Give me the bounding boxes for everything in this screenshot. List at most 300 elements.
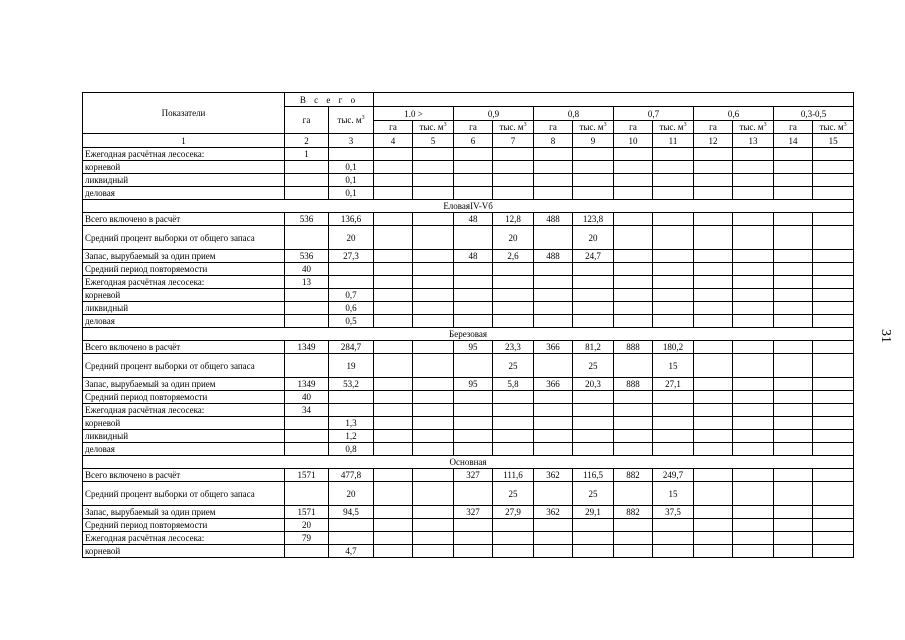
table-cell <box>813 226 854 250</box>
table-cell <box>813 315 854 328</box>
table-cell <box>653 174 694 187</box>
table-row <box>83 532 854 545</box>
table-cell: 284,7 <box>329 341 374 354</box>
table-cell <box>454 226 493 250</box>
table-cell <box>774 378 813 391</box>
table-cell <box>329 391 374 404</box>
table-cell <box>454 315 493 328</box>
table-cell <box>374 187 413 200</box>
table-cell: 888 <box>614 341 653 354</box>
column-number: 6 <box>454 134 493 148</box>
table-cell <box>534 161 573 174</box>
table-cell <box>573 174 614 187</box>
table-cell <box>694 378 733 391</box>
column-number: 15 <box>813 134 854 148</box>
table-cell <box>374 443 413 456</box>
table-cell: 123,8 <box>573 213 614 226</box>
table-cell <box>493 148 534 161</box>
subheader-volume: тыс. $м^3$ <box>493 121 534 134</box>
table-cell <box>614 532 653 545</box>
table-cell <box>413 469 454 482</box>
table-cell <box>813 276 854 289</box>
table-cell <box>573 289 614 302</box>
table-cell <box>614 187 653 200</box>
header-indicators: Показатели <box>83 93 285 134</box>
table-cell: 25 <box>573 482 614 506</box>
table-cell <box>374 174 413 187</box>
table-cell <box>493 276 534 289</box>
table-cell: 477,8 <box>329 469 374 482</box>
table-cell <box>774 506 813 519</box>
table-cell: 40 <box>285 263 329 276</box>
data-table <box>82 92 854 558</box>
table-cell <box>374 506 413 519</box>
row-label: корневой <box>83 417 285 430</box>
column-number: 8 <box>534 134 573 148</box>
table-cell <box>493 263 534 276</box>
table-cell <box>374 341 413 354</box>
table-row <box>83 276 854 289</box>
table-cell <box>733 532 774 545</box>
table-cell <box>493 161 534 174</box>
table-cell: 4,7 <box>329 545 374 558</box>
table-row <box>83 302 854 315</box>
table-cell: 95 <box>454 341 493 354</box>
table-cell <box>653 404 694 417</box>
row-label: Запас, вырубаемый за один прием <box>83 378 285 391</box>
table-cell <box>329 519 374 532</box>
table-cell <box>573 404 614 417</box>
table-cell <box>694 174 733 187</box>
table-cell <box>374 354 413 378</box>
table-cell <box>534 417 573 430</box>
table-cell: 13 <box>285 276 329 289</box>
table-cell <box>733 276 774 289</box>
table-cell <box>454 545 493 558</box>
table-cell <box>413 404 454 417</box>
subheader-ha: га <box>774 121 813 134</box>
table-cell <box>285 417 329 430</box>
row-label: ликвидный <box>83 174 285 187</box>
table-cell: 34 <box>285 404 329 417</box>
table-cell <box>454 417 493 430</box>
row-label: корневой <box>83 545 285 558</box>
table-cell <box>493 187 534 200</box>
table-cell <box>733 289 774 302</box>
table-cell: 27,9 <box>493 506 534 519</box>
table-cell: 1,3 <box>329 417 374 430</box>
table-cell <box>413 430 454 443</box>
table-row <box>83 341 854 354</box>
row-label: Запас, вырубаемый за один прием <box>83 250 285 263</box>
column-number: 5 <box>413 134 454 148</box>
table-cell <box>774 187 813 200</box>
table-cell <box>374 391 413 404</box>
table-cell <box>413 354 454 378</box>
table-cell <box>813 519 854 532</box>
table-cell <box>454 430 493 443</box>
section-row <box>83 456 854 469</box>
table-cell <box>534 430 573 443</box>
table-cell <box>733 250 774 263</box>
table-cell <box>653 443 694 456</box>
table-cell <box>694 213 733 226</box>
table-row <box>83 250 854 263</box>
table-cell <box>534 532 573 545</box>
table-cell <box>813 341 854 354</box>
header-group-5: 0,6 <box>694 107 774 121</box>
subheader-volume: тыс. $м^3$ <box>653 121 694 134</box>
table-cell <box>813 532 854 545</box>
header-group-3: 0,8 <box>534 107 614 121</box>
table-cell <box>774 469 813 482</box>
table-cell <box>573 391 614 404</box>
row-label: ликвидный <box>83 430 285 443</box>
table-cell <box>534 545 573 558</box>
table-row <box>83 289 854 302</box>
table-cell: 888 <box>614 378 653 391</box>
table-cell <box>493 417 534 430</box>
table-cell <box>813 404 854 417</box>
row-label: корневой <box>83 161 285 174</box>
table-cell <box>614 263 653 276</box>
table-cell: 79 <box>285 532 329 545</box>
table-cell <box>573 417 614 430</box>
table-cell <box>614 519 653 532</box>
table-cell <box>614 302 653 315</box>
table-cell <box>733 302 774 315</box>
table-cell <box>694 341 733 354</box>
table-cell <box>653 315 694 328</box>
table-cell: 362 <box>534 506 573 519</box>
table-cell <box>694 226 733 250</box>
subheader-ha: га <box>614 121 653 134</box>
table-cell <box>813 174 854 187</box>
row-label: корневой <box>83 289 285 302</box>
table-cell <box>573 532 614 545</box>
row-label: Средний период повторяемости <box>83 391 285 404</box>
row-label: Всего включено в расчёт <box>83 213 285 226</box>
data-table-container <box>82 92 852 558</box>
table-cell <box>774 315 813 328</box>
column-number: 14 <box>774 134 813 148</box>
table-cell <box>329 263 374 276</box>
row-label: Всего включено в расчёт <box>83 469 285 482</box>
table-cell <box>493 545 534 558</box>
table-row <box>83 519 854 532</box>
table-cell <box>413 276 454 289</box>
table-cell: 81,2 <box>573 341 614 354</box>
table-cell: 15 <box>653 354 694 378</box>
row-label: Ежегодная расчётная лесосека: <box>83 148 285 161</box>
table-cell <box>374 430 413 443</box>
table-cell: 40 <box>285 391 329 404</box>
table-cell: 536 <box>285 250 329 263</box>
table-cell: 20,3 <box>573 378 614 391</box>
table-cell <box>285 226 329 250</box>
table-cell <box>733 417 774 430</box>
table-cell <box>413 174 454 187</box>
table-cell <box>733 404 774 417</box>
table-cell: 882 <box>614 469 653 482</box>
table-cell <box>285 174 329 187</box>
table-cell <box>733 506 774 519</box>
table-cell <box>653 430 694 443</box>
table-row <box>83 187 854 200</box>
table-cell <box>813 161 854 174</box>
table-cell <box>733 545 774 558</box>
table-cell <box>534 187 573 200</box>
table-cell: 0,1 <box>329 161 374 174</box>
table-cell <box>534 519 573 532</box>
table-cell <box>413 302 454 315</box>
table-cell <box>774 174 813 187</box>
row-label: ликвидный <box>83 302 285 315</box>
table-cell <box>374 315 413 328</box>
table-cell <box>614 430 653 443</box>
table-cell <box>493 174 534 187</box>
table-cell <box>733 519 774 532</box>
table-cell <box>813 430 854 443</box>
table-cell <box>653 289 694 302</box>
column-number: 1 <box>83 134 285 148</box>
table-cell <box>653 532 694 545</box>
table-cell <box>614 443 653 456</box>
table-cell <box>413 187 454 200</box>
table-cell <box>733 226 774 250</box>
table-cell <box>774 161 813 174</box>
table-cell <box>813 417 854 430</box>
table-cell <box>374 250 413 263</box>
table-cell <box>774 532 813 545</box>
table-row <box>83 226 854 250</box>
table-cell <box>813 391 854 404</box>
column-number: 12 <box>694 134 733 148</box>
section-title: ЕловаяIV-Vб <box>83 200 854 213</box>
table-cell <box>285 187 329 200</box>
table-cell <box>733 430 774 443</box>
table-cell <box>774 226 813 250</box>
table-cell <box>733 354 774 378</box>
table-cell: 15 <box>653 482 694 506</box>
table-cell <box>454 354 493 378</box>
table-cell <box>614 545 653 558</box>
table-cell: 180,2 <box>653 341 694 354</box>
table-cell <box>573 276 614 289</box>
column-number: 7 <box>493 134 534 148</box>
table-cell: 25 <box>573 354 614 378</box>
table-cell <box>774 519 813 532</box>
table-cell <box>374 161 413 174</box>
table-cell <box>653 161 694 174</box>
table-row <box>83 148 854 161</box>
row-label: Ежегодная расчётная лесосека: <box>83 404 285 417</box>
table-cell <box>374 417 413 430</box>
table-cell: 249,7 <box>653 469 694 482</box>
table-cell: 882 <box>614 506 653 519</box>
row-label: Средний процент выборки от общего запаса <box>83 482 285 506</box>
table-cell <box>614 148 653 161</box>
table-cell <box>813 469 854 482</box>
table-cell <box>614 250 653 263</box>
table-cell <box>534 226 573 250</box>
table-cell <box>813 443 854 456</box>
table-cell <box>774 213 813 226</box>
table-cell <box>813 289 854 302</box>
table-cell: 1349 <box>285 341 329 354</box>
table-cell <box>694 391 733 404</box>
table-cell <box>733 443 774 456</box>
table-cell <box>454 391 493 404</box>
row-label: Средний процент выборки от общего запаса <box>83 354 285 378</box>
column-number: 13 <box>733 134 774 148</box>
header-group-4: 0,7 <box>614 107 694 121</box>
table-cell: 5,8 <box>493 378 534 391</box>
table-cell: 27,1 <box>653 378 694 391</box>
table-cell <box>285 354 329 378</box>
table-cell <box>534 276 573 289</box>
header-group-2: 0,9 <box>454 107 534 121</box>
table-cell <box>413 482 454 506</box>
table-cell <box>454 263 493 276</box>
table-cell <box>413 148 454 161</box>
column-number: 2 <box>285 134 329 148</box>
table-cell <box>813 482 854 506</box>
table-cell <box>493 302 534 315</box>
table-cell <box>454 404 493 417</box>
table-cell <box>774 417 813 430</box>
table-cell <box>614 289 653 302</box>
table-cell: 20 <box>285 519 329 532</box>
header-empty-span <box>374 93 854 107</box>
table-body <box>83 148 854 558</box>
table-cell <box>285 315 329 328</box>
table-cell <box>573 148 614 161</box>
section-row <box>83 200 854 213</box>
table-cell <box>653 302 694 315</box>
table-cell <box>733 263 774 276</box>
table-cell <box>534 263 573 276</box>
table-cell <box>413 443 454 456</box>
table-cell <box>774 250 813 263</box>
header-group-6: 0,3-0,5 <box>774 107 854 121</box>
table-cell <box>694 469 733 482</box>
column-number: 3 <box>329 134 374 148</box>
table-cell <box>454 532 493 545</box>
table-cell <box>653 226 694 250</box>
table-cell <box>454 519 493 532</box>
table-cell <box>733 378 774 391</box>
table-cell <box>774 263 813 276</box>
table-cell <box>374 302 413 315</box>
table-cell <box>694 506 733 519</box>
table-cell <box>413 341 454 354</box>
table-cell <box>733 482 774 506</box>
table-cell: 20 <box>329 482 374 506</box>
table-cell <box>733 174 774 187</box>
table-cell <box>573 545 614 558</box>
table-cell <box>813 187 854 200</box>
table-cell <box>413 545 454 558</box>
table-cell <box>774 289 813 302</box>
table-cell <box>374 213 413 226</box>
table-cell <box>573 315 614 328</box>
subheader-volume: тыс. $м^3$ <box>813 121 854 134</box>
table-cell <box>493 519 534 532</box>
table-row <box>83 404 854 417</box>
table-cell <box>413 519 454 532</box>
table-cell <box>653 276 694 289</box>
table-cell <box>413 315 454 328</box>
table-cell <box>573 161 614 174</box>
table-cell <box>413 506 454 519</box>
table-row <box>83 378 854 391</box>
table-cell <box>573 519 614 532</box>
table-cell: 23,3 <box>493 341 534 354</box>
table-cell: 366 <box>534 341 573 354</box>
subheader-ha: га <box>374 121 413 134</box>
table-row <box>83 469 854 482</box>
table-cell: 488 <box>534 250 573 263</box>
table-cell <box>733 148 774 161</box>
table-cell <box>694 315 733 328</box>
table-cell <box>813 378 854 391</box>
table-cell <box>413 378 454 391</box>
table-cell <box>413 161 454 174</box>
table-cell <box>454 174 493 187</box>
table-cell <box>454 276 493 289</box>
table-cell: 536 <box>285 213 329 226</box>
table-row <box>83 443 854 456</box>
table-cell <box>413 226 454 250</box>
table-cell <box>694 148 733 161</box>
table-cell <box>813 354 854 378</box>
table-cell <box>694 545 733 558</box>
table-cell <box>614 354 653 378</box>
table-cell <box>454 148 493 161</box>
table-cell: 0,8 <box>329 443 374 456</box>
table-cell <box>534 174 573 187</box>
table-cell <box>573 443 614 456</box>
table-cell: 25 <box>493 482 534 506</box>
table-cell: 20 <box>493 226 534 250</box>
table-cell <box>374 148 413 161</box>
table-cell: 1571 <box>285 506 329 519</box>
table-cell <box>374 289 413 302</box>
table-cell <box>694 417 733 430</box>
table-cell: 0,5 <box>329 315 374 328</box>
table-cell <box>285 482 329 506</box>
table-cell <box>694 404 733 417</box>
table-cell <box>614 161 653 174</box>
table-cell <box>285 289 329 302</box>
table-cell: 1571 <box>285 469 329 482</box>
table-cell <box>374 226 413 250</box>
table-cell: 111,6 <box>493 469 534 482</box>
header-total: В с е г о <box>285 93 374 107</box>
table-cell <box>653 250 694 263</box>
table-cell: 19 <box>329 354 374 378</box>
table-cell <box>454 161 493 174</box>
table-cell: 136,6 <box>329 213 374 226</box>
table-cell <box>413 263 454 276</box>
header-total-volume: тыс. $м^3$ <box>329 107 374 134</box>
table-cell <box>413 417 454 430</box>
table-cell <box>774 482 813 506</box>
table-cell <box>694 289 733 302</box>
table-cell <box>329 532 374 545</box>
table-cell <box>493 430 534 443</box>
